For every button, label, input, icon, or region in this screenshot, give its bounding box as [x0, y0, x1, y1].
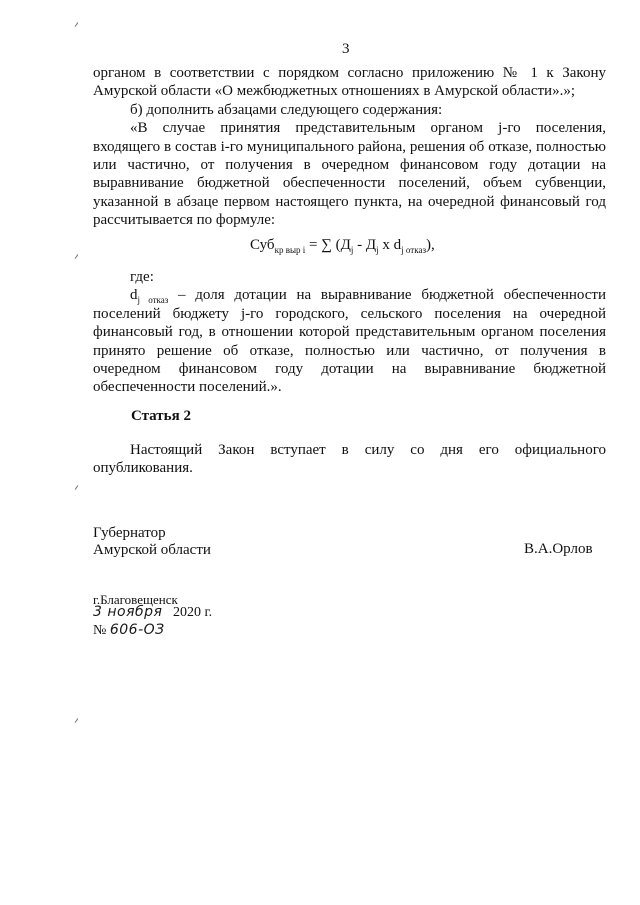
- formula-subscript-j1: j: [350, 245, 354, 255]
- article-2-text: Настоящий Закон вступает в силу со дня его официального опубликования.: [93, 442, 606, 477]
- formula-minus: - Д: [353, 237, 377, 253]
- paragraph-new-provision: «В случае принятия представительным органом j-го поселения, входящего в состав i-го муниципального района, решения об отказе, полностью или частично, от получения в очередном финансовом году дотации на выравнивание бюджетной обеспеченности поселений, объем субвенции, указанной в абзаце первом настоящего пункта, на очередной финансовый год рассчитывается по формуле:: [93, 120, 606, 229]
- signatory-title-line1: Губернатор: [93, 525, 166, 541]
- signatory-title-line2: Амурской области: [93, 542, 211, 558]
- formula-subscript-j2: j: [376, 245, 379, 255]
- definition-text: – доля дотации на выравнивание бюджетной обеспеченности поселений бюджету j-го городского, сельского поселения на очередной финансовый год, в отношении которой представительным органом поселения принято решение об отказе, полностью или частично, от получения в очередном финансовом году дотации на выравнивание бюджетной обеспеченности поселений.».: [93, 287, 606, 396]
- formula-subscript-otkaz: j отказ: [401, 245, 427, 255]
- number-sign: №: [93, 623, 107, 638]
- subvention-formula: [250, 236, 435, 254]
- article-2-body: [93, 441, 606, 478]
- place-of-signing: г.Благовещенск: [93, 592, 178, 607]
- handwritten-date: 3 ноября: [93, 604, 163, 620]
- definition-symbol: d: [130, 287, 138, 304]
- handwritten-law-number: 606-ОЗ: [109, 622, 165, 638]
- formula-close: ),: [426, 237, 435, 253]
- signatory-name: В.А.Орлов: [524, 541, 593, 557]
- definitions-block: [93, 268, 606, 397]
- scan-mark: [75, 485, 79, 490]
- law-number: [93, 622, 165, 639]
- page-number: 3: [342, 41, 350, 57]
- paragraph-continuation: органом в соответствии с порядком согласно приложению № 1 к Закону Амурской области «О межбюджетных отношениях в Амурской области».»;: [93, 65, 606, 100]
- definition-symbol-subscript: j отказ: [137, 295, 169, 306]
- where-label: где:: [130, 269, 154, 285]
- formula-sum: = ∑ (Д: [305, 237, 351, 253]
- scan-mark: [75, 254, 79, 259]
- definition-paragraph: [93, 286, 606, 396]
- formula-lhs: Суб: [250, 237, 275, 253]
- signing-year: 2020 г.: [172, 605, 213, 620]
- formula-lhs-subscript: кр выр i: [274, 245, 306, 255]
- paragraph-subitem-b: б) дополнить абзацами следующего содержания:: [130, 101, 443, 118]
- amendment-text-block: [93, 64, 606, 230]
- signatory-title: [93, 525, 211, 559]
- scan-mark: [75, 718, 79, 723]
- signing-date: [93, 604, 212, 621]
- formula-times: x d: [378, 237, 402, 253]
- scan-mark: [75, 22, 79, 27]
- article-2-heading: Статья 2: [131, 408, 191, 424]
